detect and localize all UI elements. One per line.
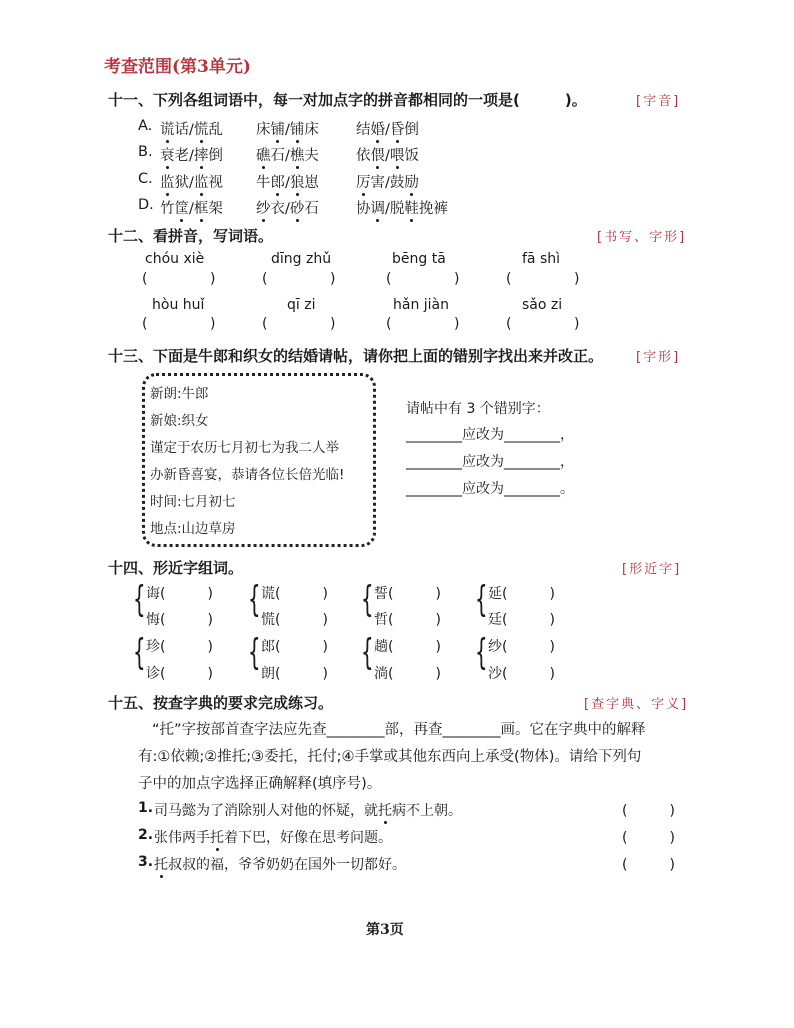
word-form: 珍( ) (146, 639, 213, 655)
option-word: 纱衣/砂石 (256, 197, 319, 218)
dotted-char: 铺 (290, 118, 305, 139)
dotted-char: 励 (404, 171, 419, 192)
word-form: 诲( ) (146, 586, 213, 602)
q11-title: 十一、下列各组词语中，每一对加点字的拼音都相同的一项是( )。 (108, 91, 587, 109)
dotted-char: 托 (154, 854, 168, 874)
brace-icon: { (475, 579, 488, 620)
brace-icon: { (133, 579, 146, 620)
correction-line: ________应改为________。 (406, 481, 574, 497)
sentence-number: 2. (138, 827, 154, 843)
answer-paren-open: ( (506, 271, 512, 287)
pinyin-label: dīng zhǔ (271, 251, 332, 267)
dictionary-instructions: 有:①依赖;②推托;③委托，托付;④手掌或其他东西向上承受(物体)。请给下列句 (138, 749, 642, 765)
card-line: 地点:山边草房 (150, 521, 236, 537)
word-form: 诊( ) (146, 666, 213, 682)
dotted-char: 偎 (371, 144, 386, 165)
answer-paren-close: ) (330, 271, 336, 287)
dotted-char: 鞋 (404, 197, 419, 218)
dotted-char: 托 (210, 827, 224, 847)
word-form: 廷( ) (488, 612, 555, 628)
dotted-char: 昏 (390, 118, 405, 139)
error-count-prompt: 请帖中有 3 个错别字： (406, 401, 550, 417)
answer-paren-close: ) (574, 271, 580, 287)
word-form: 悔( ) (146, 612, 213, 628)
correction-line: ________应改为________， (406, 427, 574, 443)
answer-paren-close: ) (210, 316, 216, 332)
dotted-char: 铺 (271, 118, 286, 139)
dictionary-instructions: “托”字按部首查字法应先查________部，再查________画。它在字典中的解释 (152, 722, 646, 738)
pinyin-label: sǎo zi (522, 297, 563, 313)
dotted-char: 厉 (356, 171, 371, 192)
word-form: 沙( ) (488, 666, 555, 682)
dotted-char: 谎 (160, 118, 175, 139)
dotted-char: 樵 (290, 144, 305, 165)
answer-paren-open: ( (142, 316, 148, 332)
answer-blank: ( ) (622, 830, 675, 846)
option-word: 监狱/监视 (160, 171, 223, 192)
word-form: 哲( ) (374, 612, 441, 628)
pinyin-label: chóu xiè (145, 251, 205, 267)
brace-icon: { (248, 579, 261, 620)
brace-icon: { (133, 632, 146, 673)
q13-tag: [字形] (636, 350, 681, 365)
answer-paren-close: ) (330, 316, 336, 332)
answer-paren-close: ) (454, 271, 460, 287)
dotted-char: 婚 (371, 118, 386, 139)
scope-heading: 考查范围(第3单元) (104, 57, 251, 77)
answer-blank: ( ) (622, 857, 675, 873)
option-word: 牛郎/狼崽 (256, 171, 319, 192)
q11-tag: [字音] (636, 94, 681, 109)
word-form: 淌( ) (374, 666, 441, 682)
option-letter: D. (138, 197, 154, 213)
option-word: 床铺/铺床 (256, 118, 319, 139)
option-word: 谎话/慌乱 (160, 118, 223, 139)
sentence-number: 1. (138, 800, 154, 816)
answer-paren-open: ( (262, 271, 268, 287)
sentence-text: 托叔叔的福，爷爷奶奶在国外一切都好。 (154, 854, 406, 874)
word-form: 趟( ) (374, 639, 441, 655)
q12-title: 十二、看拼音，写词语。 (108, 227, 274, 245)
sentence-number: 3. (138, 854, 154, 870)
dotted-char: 监 (160, 171, 175, 192)
q13-title: 十三、下面是牛郎和织女的结婚请帖，请你把上面的错别字找出来并改正。 (108, 347, 604, 365)
pinyin-label: qī zi (287, 297, 316, 313)
brace-icon: { (248, 632, 261, 673)
sentence-text: 张伟两手托着下巴，好像在思考问题。 (154, 827, 392, 847)
q14-tag: [形近字] (622, 562, 682, 577)
pinyin-label: fā shì (522, 251, 561, 267)
answer-paren-close: ) (574, 316, 580, 332)
answer-paren-open: ( (262, 316, 268, 332)
q14-title: 十四、形近字组词。 (108, 559, 244, 577)
answer-paren-open: ( (386, 316, 392, 332)
answer-paren-close: ) (210, 271, 216, 287)
word-form: 纱( ) (488, 639, 555, 655)
answer-paren-open: ( (506, 316, 512, 332)
dotted-char: 慌 (194, 118, 209, 139)
card-line: 新朗:牛郎 (150, 386, 209, 402)
sentence-text: 司马懿为了消除别人对他的怀疑，就托病不上朝。 (154, 800, 462, 820)
word-form: 誓( ) (374, 586, 441, 602)
word-form: 谎( ) (261, 586, 328, 602)
dotted-char: 托 (378, 800, 392, 820)
dotted-char: 礁 (256, 144, 271, 165)
dotted-char: 监 (194, 171, 209, 192)
dotted-char: 狼 (290, 171, 305, 192)
word-form: 慌( ) (261, 612, 328, 628)
dictionary-instructions: 子中的加点字选择正确解释(填序号)。 (138, 776, 382, 792)
pinyin-label: hǎn jiàn (393, 297, 450, 313)
q15-title: 十五、按查字典的要求完成练习。 (108, 694, 334, 712)
option-word: 衰老/摔倒 (160, 144, 223, 165)
answer-blank: ( ) (622, 803, 675, 819)
answer-paren-open: ( (142, 271, 148, 287)
dotted-char: 调 (371, 197, 386, 218)
option-letter: C. (138, 171, 153, 187)
word-form: 延( ) (488, 586, 555, 602)
answer-paren-open: ( (386, 271, 392, 287)
correction-line: ________应改为________， (406, 454, 574, 470)
brace-icon: { (361, 579, 374, 620)
dotted-char: 郎 (271, 171, 286, 192)
card-line: 新娘:织女 (150, 413, 209, 429)
option-word: 竹筐/框架 (160, 197, 223, 218)
dotted-char: 喂 (390, 144, 405, 165)
q15-tag: [查字典、字义] (584, 697, 689, 712)
answer-paren-close: ) (454, 316, 460, 332)
dotted-char: 框 (194, 197, 209, 218)
option-word: 依偎/喂饭 (356, 144, 419, 165)
dotted-char: 衰 (160, 144, 175, 165)
option-word: 厉害/鼓励 (356, 171, 419, 192)
card-line: 谨定于农历七月初七为我二人举 (150, 440, 339, 456)
option-word: 协调/脱鞋挽裤 (356, 197, 448, 218)
dotted-char: 纱 (256, 197, 271, 218)
dotted-char: 砂 (290, 197, 305, 218)
option-word: 礁石/樵夫 (256, 144, 319, 165)
card-line: 办新昏喜宴，恭请各位长倍光临! (150, 467, 345, 483)
pinyin-label: bēng tā (392, 251, 446, 267)
word-form: 郎( ) (261, 639, 328, 655)
option-word: 结婚/昏倒 (356, 118, 419, 139)
brace-icon: { (475, 632, 488, 673)
brace-icon: { (361, 632, 374, 673)
pinyin-label: hòu huǐ (152, 297, 205, 313)
option-letter: B. (138, 144, 153, 160)
q12-tag: [书写、字形] (597, 230, 687, 245)
option-letter: A. (138, 118, 153, 134)
dotted-char: 摔 (194, 144, 209, 165)
card-line: 时间:七月初七 (150, 494, 236, 510)
dotted-char: 筐 (175, 197, 190, 218)
word-form: 朗( ) (261, 666, 328, 682)
page-number: 第3页 (366, 922, 404, 938)
